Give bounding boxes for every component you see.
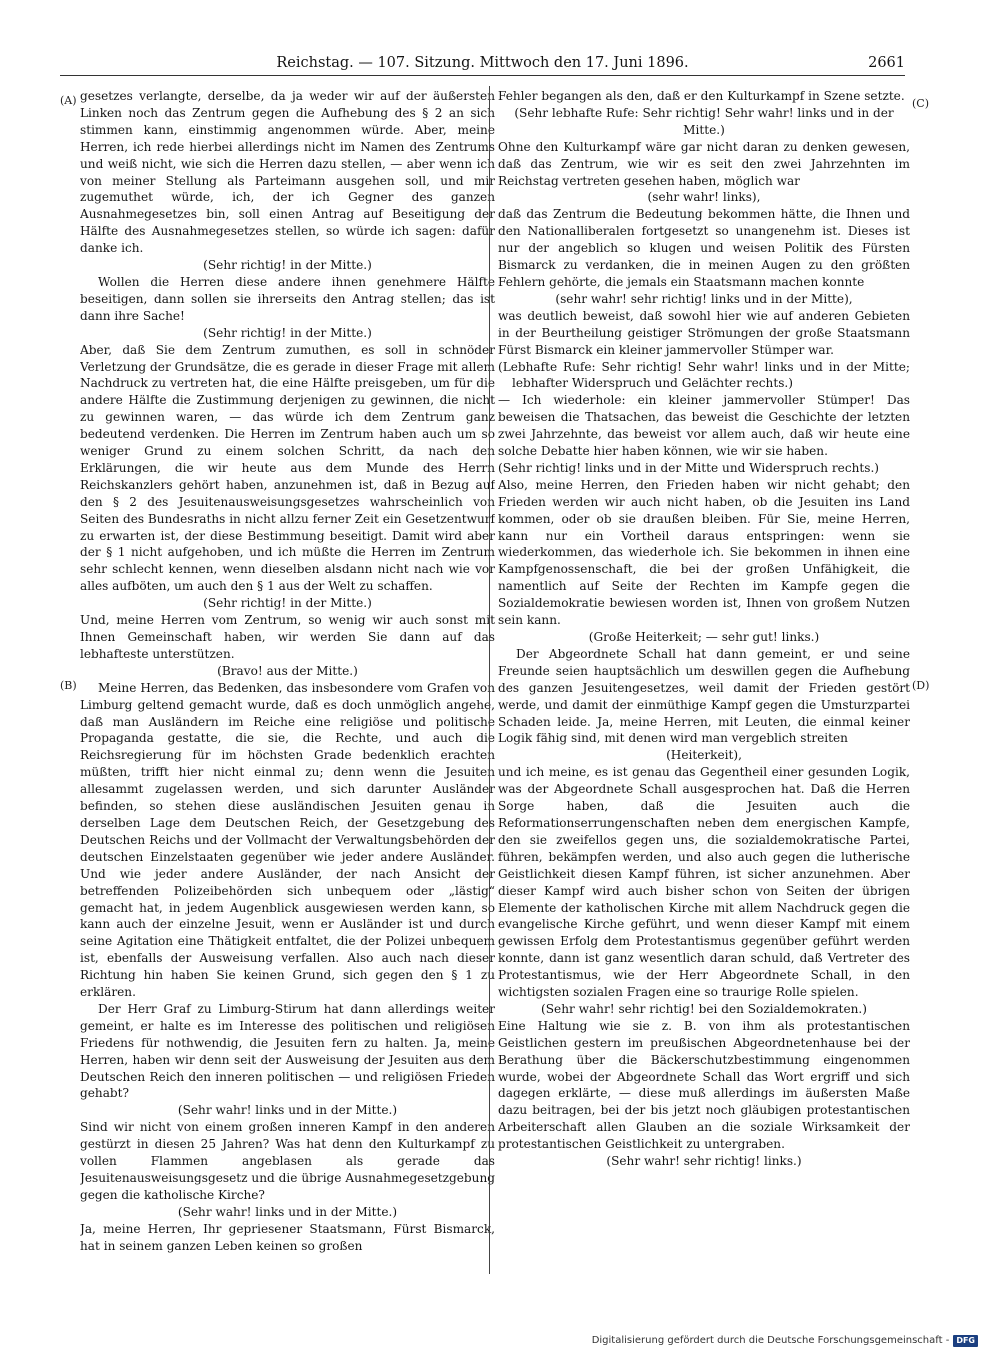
paragraph: daß das Zentrum die Bedeutung bekommen hätte, die Ihnen und den Nationalliberalen fortgesetzt so unangenehm ist. Dieses ist nur der angeblich so klugen und weisen Politik des Fürsten Bismarck zu verdanken, die in meinen Augen zu den größten Fehlern gehörte, die jemals ein Staatsmann machen konnte	[498, 207, 910, 289]
interjection: (sehr wahr! links),	[647, 190, 761, 205]
interjection: (Sehr wahr! sehr richtig! bei den Sozialdemokraten.)	[541, 1001, 867, 1016]
interjection: (Sehr richtig! in der Mitte.)	[203, 325, 372, 340]
margin-marker-d: (D)	[912, 679, 930, 692]
page-number: 2661	[868, 55, 905, 71]
column-divider	[489, 86, 490, 1274]
paragraph: Aber, daß Sie dem Zentrum zumuthen, es soll in schnöder Verletzung der Grundsätze, die es gerade in dieser Frage mit allem Nachdruck zu vertreten hat, die eine Hälfte preisgeben, um für die andere Hälfte die Zustimmung derjenigen zu gewinnen, die nicht zu gewinnen waren, — das würde ich dem Zentrum ganz bedeutend verdenken. Die Herren im Zentrum haben auch um so weniger Grund zu einem solchen Schritt, da nach den Erklärungen, die wir heute aus dem Munde des Herrn Reichskanzlers gehört haben, anzunehmen ist, daß in Bezug auf den § 2 des Jesuitenausweisungsgesetzes wahrscheinlich von Seiten des Bundesraths in nicht allzu ferner Zeit ein Gesetzentwurf zu erwarten ist, der diese Bestimmung beseitigt. Damit wird aber der § 1 nicht aufgehoben, und ich müßte die Herren im Zentrum sehr schlecht kennen, wenn dieselben alsdann nicht nach wie vor alles aufböten, um auch den § 1 aus der Welt zu schaffen.	[80, 342, 495, 594]
paragraph: gesetzes verlangte, derselbe, da ja weder wir auf der äußersten Linken noch das Zentrum gegen die Aufhebung des § 2 an sich stimmen kann, einstimmig angenommen würde. Aber, meine Herren, ich rede hierbei allerdings nicht im Namen des Zentrums und weiß nicht, wie sich die Herren dazu stellen, — aber wenn ich von meiner Stellung als Parteimann ausgehen soll, und mir zugemuthet würde, ich, der ich Gegner des ganzen Ausnahmegesetzes bin, soll einen Antrag auf Beseitigung der Hälfte des Ausnahmegesetzes stellen, so würde ich sagen: dafür danke ich.	[80, 89, 495, 256]
footer-text: Digitalisierung gefördert durch die Deutsche Forschungsgemeinschaft -	[591, 1335, 950, 1346]
margin-marker-a: (A)	[60, 94, 77, 107]
interjection: (Sehr wahr! links und in der Mitte.)	[177, 1103, 398, 1118]
interjection: (Bravo! aus der Mitte.)	[217, 663, 358, 678]
paragraph: Also, meine Herren, den Frieden haben wir nicht gehabt; den Frieden werden wir auch nicht haben, ob die Jesuiten ins Land kommen, oder ob sie draußen bleiben. Für Sie, meine Herren, kann nur ein Vortheil daraus entspringen: wenn sie wiederkommen, das wiederhole ich. Sie bekommen in ihnen eine Kampfgenossenschaft, die bei der großen Unfähigkeit, die namentlich auf Seite der Rechten im Kampfe gegen die Sozialdemokratie bewiesen worden ist, Ihnen von großem Nutzen sein kann.	[498, 477, 910, 628]
left-column	[80, 88, 495, 1268]
paragraph: — Ich wiederhole: ein kleiner jammervoller Stümper! Das beweisen die Thatsachen, das beweist die Geschichte der letzten zwei Jahrzehnte, das beweist vor allem auch, daß wir heute eine solche Debatte hier haben können, wie wir sie haben.	[498, 393, 910, 459]
paragraph: Eine Haltung wie sie z. B. von ihm als protestantischen Geistlichen gestern im preußischen Abgeordnetenhause bei der Berathung über die Bäckerschutzbestimmung eingenommen wurde, wobei der Abgeordnete Schall das Wort ergriff und sich dagegen erklärte, — diese muß allerdings im äußersten Maße dazu beitragen, bei der bis jetzt noch gläubigen protestantischen Arbeiterschaft allen Glauben an die soziale Wirksamkeit der protestantischen Geistlichkeit zu untergraben.	[498, 1018, 910, 1152]
paragraph: Meine Herren, das Bedenken, das insbesondere vom Grafen von Limburg geltend gemacht wurde, daß es doch unmöglich angehe, daß man Ausländern im Reiche eine religiöse und politische Propaganda gestatte, die sie, die Rechte, und auch die Reichsregierung für im höchsten Grade bedenklich erachten müßten, trifft hier nicht einmal zu; denn wenn die Jesuiten allesammt zugelassen werden, und sich darunter Ausländer befinden, so stehen diese ausländischen Jesuiten genau in derselben Lage dem Deutschen Reich, der Gesetzgebung des Deutschen Reichs und der Vollmacht der Verwaltungsbehörden der deutschen Einzelstaaten gegenüber wie jeder andere Ausländer. Und wie jeder andere Ausländer, der nach Ansicht der betreffenden Polizeibehörden sich unbequem oder „lästig“ gemacht hat, in jedem Augenblick ausgewiesen werden kann, so kann auch der einzelne Jesuit, wenn er Ausländer ist und durch seine Agitation eine Thätigkeit entfaltet, die der Polizei unbequem ist, ebenfalls der Ausweisung verfallen. Also auch nach dieser Richtung hin haben Sie keinen Grund, sich gegen den § 1 zu erklären.	[80, 680, 495, 1000]
margin-marker-b: (B)	[60, 679, 77, 692]
page-header	[60, 52, 905, 74]
interjection: (Große Heiterkeit; — sehr gut! links.)	[588, 630, 820, 644]
running-title: Reichstag. — 107. Sitzung. Mittwoch den 17. Juni 1896.	[276, 55, 689, 71]
interjection: (Sehr richtig! in der Mitte.)	[203, 596, 372, 611]
dfg-logo-icon: DFG	[953, 1335, 978, 1347]
interjection: (Heiterkeit),	[666, 748, 742, 763]
paragraph: Ohne den Kulturkampf wäre gar nicht daran zu denken gewesen, daß das Zentrum, wie wir es seit den zwei Jahrzehnten im Reichstag vertreten gesehen haben, möglich war	[498, 139, 910, 188]
paragraph: Der Herr Graf zu Limburg-Stirum hat dann allerdings weiter gemeint, er halte es im Interesse des politischen und religiösen Friedens für nothwendig, die Jesuiten fern zu halten. Ja, meine Herren, haben wir denn seit der Ausweisung der Jesuiten aus dem Deutschen Reich den inneren politischen — und religiösen Frieden gehabt?	[80, 1001, 495, 1101]
paragraph: Der Abgeordnete Schall hat dann gemeint, er und seine Freunde seien hauptsächlich um deswillen gegen die Aufhebung des ganzen Jesuitengesetzes, weil damit der Frieden gestört werde, und damit der einmüthige Kampf gegen die Umsturzpartei Schaden leide. Ja, meine Herren, mit Leuten, die einmal keiner Logik fähig sind, mit denen wird man vergeblich streiten	[498, 646, 910, 746]
interjection: (Sehr wahr! links und in der Mitte.)	[177, 1204, 398, 1219]
paragraph: Wollen die Herren diese andere ihnen genehmere Hälfte beseitigen, dann sollen sie ihrerseits den Antrag stellen; das ist dann ihre Sache!	[80, 274, 495, 323]
paragraph: und ich meine, es ist genau das Gegentheil einer gesunden Logik, was der Abgeordnete Schall ausgesprochen hat. Daß die Herren Sorge haben, daß die Jesuiten auch die Reformationserrungenschaften neben dem energischen Kampfe, den sie zweifellos gegen uns, die sozialdemokratische Partei, führen, bekämpfen werden, und also auch gegen die lutherische Geistlichkeit diesen Kampf führen, ist sicher anzunehmen. Aber dieser Kampf wird auch bisher schon von Seiten der übrigen Elemente der katholischen Kirche mit allem Nachdruck gegen die evangelische Kirche geführt, und wenn dieser Kampf mit einem gewissen Erfolg dem Protestantismus gegenüber geführt werden konnte, dann ist ganz wesentlich daran schuld, daß Vertreter des Protestantismus, wie der Herr Abgeordnete Schall, in den wichtigsten sozialen Fragen eine so traurige Rolle spielen.	[498, 765, 910, 1000]
interjection: (Sehr wahr! sehr richtig! links.)	[606, 1154, 802, 1169]
paragraph: Ja, meine Herren, Ihr gepriesener Staatsmann, Fürst Bismarck, hat in seinem ganzen Leben keinen so großen	[80, 1221, 495, 1253]
paragraph: Fehler begangen als den, daß er den Kulturkampf in Szene setzte.	[498, 89, 905, 103]
margin-marker-c: (C)	[912, 97, 929, 110]
interjection: (sehr wahr! sehr richtig! links und in der Mitte),	[555, 291, 853, 306]
paragraph: was deutlich beweist, daß sowohl hier wie auf anderen Gebieten in der Beurtheilung geistiger Strömungen der große Staatsmann Fürst Bismarck ein kleiner jammervoller Stümper war.	[498, 308, 910, 357]
paragraph: Sind wir nicht von einem großen inneren Kampf in den anderen gestürzt in diesen 25 Jahren? Was hat denn den Kulturkampf zu vollen Flammen angeblasen als gerade das Jesuitenausweisungsgesetz und die übrige Ausnahmegesetzgebung gegen die katholische Kirche?	[80, 1120, 495, 1202]
interjection: (Sehr richtig! links und in der Mitte und Widerspruch rechts.)	[498, 460, 880, 475]
interjection: (Sehr lebhafte Rufe: Sehr richtig! Sehr wahr! links und in der Mitte.)	[514, 105, 894, 137]
right-column	[498, 88, 910, 1268]
footer-credit	[592, 1334, 978, 1348]
header-rule	[60, 75, 905, 76]
paragraph: Und, meine Herren vom Zentrum, so wenig wir auch sonst mit Ihnen Gemeinschaft haben, wir werden Sie dann auf das lebhafteste unterstützen.	[80, 613, 495, 661]
interjection: (Sehr richtig! in der Mitte.)	[203, 258, 372, 273]
interjection: (Lebhafte Rufe: Sehr richtig! Sehr wahr! links und in der Mitte; lebhafter Widerspruch und Gelächter rechts.)	[498, 359, 910, 391]
